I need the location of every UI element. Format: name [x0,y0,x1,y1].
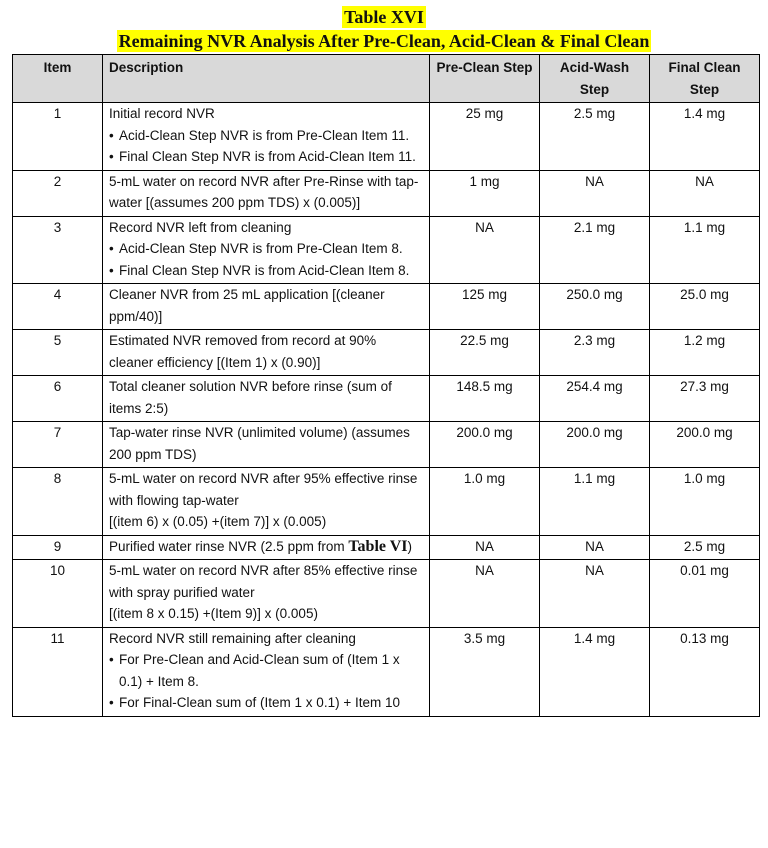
description-text: 5-mL water on record NVR after 85% effective rinse with spray purified water [109,563,418,600]
description-cell [103,422,430,468]
item-number: 2 [13,170,103,216]
description-bullet: • Acid-Clean Step NVR is from Pre-Clean Item 8. [109,238,423,260]
description-cell [103,330,430,376]
table-row [13,216,760,284]
item-number: 11 [13,627,103,716]
table-row [13,560,760,628]
description-cell [103,216,430,284]
nvr-analysis-table [12,54,760,717]
final-clean-value: 27.3 mg [650,376,760,422]
header-description: Description [103,55,430,103]
final-clean-value: 2.5 mg [650,535,760,560]
acid-wash-value: 2.5 mg [540,103,650,171]
item-number: 1 [13,103,103,171]
header-item: Item [13,55,103,103]
pre-clean-value: NA [430,216,540,284]
description-text: Tap-water rinse NVR (unlimited volume) (assumes 200 ppm TDS) [109,425,410,462]
description-text: Cleaner NVR from 25 mL application [(cleaner ppm/40)] [109,287,385,324]
description-text: Record NVR left from cleaning [109,219,292,235]
final-clean-value: 200.0 mg [650,422,760,468]
description-bullet: • Final Clean Step NVR is from Acid-Clean Item 11. [109,146,423,168]
description-bullet: • Final Clean Step NVR is from Acid-Clean Item 8. [109,260,423,282]
description-formula: [(item 8 x 0.15) +(Item 9)] x (0.005) [109,606,318,621]
final-clean-value: 1.4 mg [650,103,760,171]
description-bullet: • Acid-Clean Step NVR is from Pre-Clean Item 11. [109,125,423,147]
table-row [13,170,760,216]
header-pre-clean: Pre-Clean Step [430,55,540,103]
table-row [13,103,760,171]
item-number: 8 [13,468,103,536]
description-bullet: • For Pre-Clean and Acid-Clean sum of (Item 1 x 0.1) + Item 8. [109,649,423,692]
description-bullet: • For Final-Clean sum of (Item 1 x 0.1) + Item 10 [109,692,423,714]
description-cell [103,103,430,171]
pre-clean-value: 3.5 mg [430,627,540,716]
description-text: 5-mL water on record NVR after 95% effective rinse with flowing tap-water [109,471,418,508]
description-cell [103,560,430,628]
pre-clean-value: 148.5 mg [430,376,540,422]
table-row [13,330,760,376]
table-title: Table XVI [344,7,424,27]
description-cell [103,170,430,216]
item-number: 5 [13,330,103,376]
final-clean-value: 25.0 mg [650,284,760,330]
acid-wash-value: 2.1 mg [540,216,650,284]
description-cell [103,376,430,422]
description-cell [103,627,430,716]
table-row [13,376,760,422]
final-clean-value: NA [650,170,760,216]
table-subtitle: Remaining NVR Analysis After Pre-Clean, Acid-Clean & Final Clean [118,31,650,51]
description-text: Purified water rinse NVR (2.5 ppm from [109,538,349,554]
pre-clean-value: 200.0 mg [430,422,540,468]
item-number: 7 [13,422,103,468]
description-cell [103,535,430,560]
final-clean-value: 0.01 mg [650,560,760,628]
acid-wash-value: 1.1 mg [540,468,650,536]
item-number: 10 [13,560,103,628]
table-row [13,535,760,560]
description-text: Initial record NVR [109,106,215,121]
acid-wash-value: NA [540,535,650,560]
pre-clean-value: NA [430,560,540,628]
description-text: Record NVR still remaining after cleaning [109,630,356,646]
description-formula: [(item 6) x (0.05) +(item 7)] x (0.005) [109,514,327,529]
item-number: 4 [13,284,103,330]
table-row [13,422,760,468]
header-row [13,55,760,103]
item-number: 3 [13,216,103,284]
final-clean-value: 1.1 mg [650,216,760,284]
acid-wash-value: 1.4 mg [540,627,650,716]
final-clean-value: 0.13 mg [650,627,760,716]
description-cell [103,468,430,536]
pre-clean-value: 22.5 mg [430,330,540,376]
description-text: Total cleaner solution NVR before rinse (sum of items 2:5) [109,379,392,416]
acid-wash-value: 200.0 mg [540,422,650,468]
pre-clean-value: 125 mg [430,284,540,330]
table-row [13,627,760,716]
header-final-clean: Final Clean Step [650,55,760,103]
pre-clean-value: 1 mg [430,170,540,216]
description-text: 5-mL water on record NVR after Pre-Rinse with tap-water [(assumes 200 ppm TDS) x (0.005)] [109,173,419,210]
description-text-end: ) [407,538,412,554]
pre-clean-value: 25 mg [430,103,540,171]
item-number: 6 [13,376,103,422]
acid-wash-value: 254.4 mg [540,376,650,422]
acid-wash-value: 250.0 mg [540,284,650,330]
acid-wash-value: NA [540,560,650,628]
pre-clean-value: 1.0 mg [430,468,540,536]
pre-clean-value: NA [430,535,540,560]
description-cell [103,284,430,330]
header-acid-wash: Acid-Wash Step [540,55,650,103]
acid-wash-value: 2.3 mg [540,330,650,376]
table-reference: Table VI [348,537,408,555]
table-row [13,468,760,536]
item-number: 9 [13,535,103,560]
acid-wash-value: NA [540,170,650,216]
table-title-block [0,6,768,52]
description-text: Estimated NVR removed from record at 90% cleaner efficiency [(Item 1) x (0.90)] [109,333,377,370]
final-clean-value: 1.2 mg [650,330,760,376]
final-clean-value: 1.0 mg [650,468,760,536]
table-row [13,284,760,330]
